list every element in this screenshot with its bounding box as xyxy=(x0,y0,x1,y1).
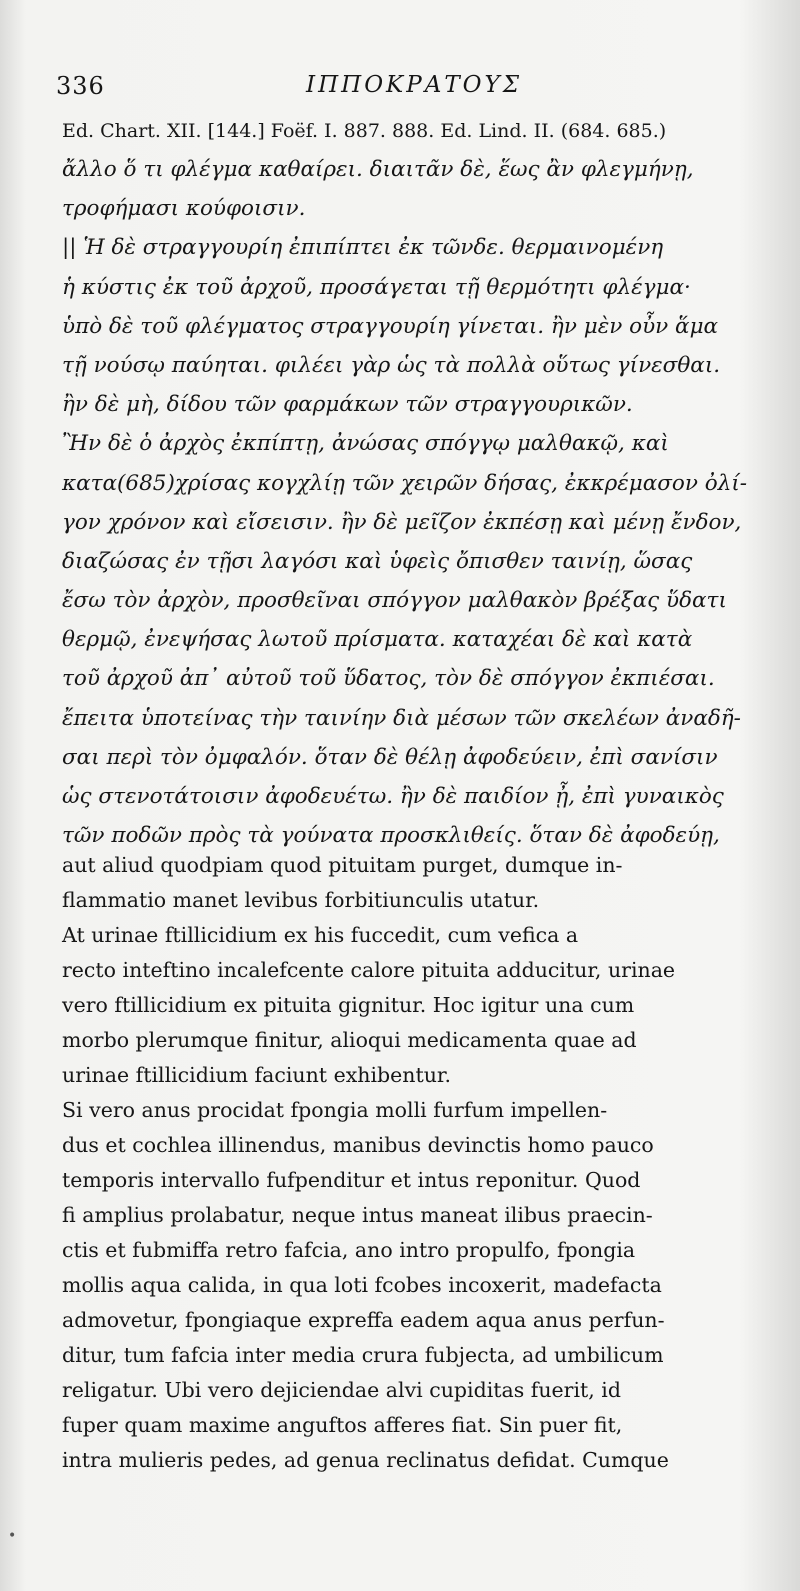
greek-line: κατα(685)χρίσας κογχλίῃ τῶν χειρῶν δήσας, ἐκκρέμασον ὀλί- xyxy=(62,470,748,496)
latin-line: ctis et fubmiffa retro fafcia, ano intro propulfo, fpongia xyxy=(62,1238,636,1262)
latin-line: religatur. Ubi vero dejiciendae alvi cupiditas fuerit, id xyxy=(62,1378,621,1402)
page-header xyxy=(56,72,746,106)
greek-line: γον χρόνον καὶ εἴσεισιν. ἢν δὲ μεῖζον ἐκπέσῃ καὶ μένῃ ἔνδον, xyxy=(62,509,742,535)
greek-line: || Ἡ δὲ στραγγουρίη ἐπιπίπτει ἐκ τῶνδε. θερμαινομένη xyxy=(62,235,664,261)
latin-line: intra mulieris pedes, ad genua reclinatus defidat. Cumque xyxy=(62,1448,669,1472)
greek-line: τῇ νούσῳ παύηται. φιλέει γὰρ ὡς τὰ πολλὰ οὕτως γίνεσθαι. xyxy=(62,352,721,378)
greek-line: ἔπειτα ὑποτείνας τὴν ταινίην διὰ μέσων τῶν σκελέων ἀναδῆ- xyxy=(62,705,741,731)
edition-reference: Ed. Chart. XII. [144.] Foëf. I. 887. 888. Ed. Lind. II. (684. 685.) xyxy=(62,120,667,142)
running-title: ΙΠΠΟΚΡΑΤΟΥΣ xyxy=(306,72,522,98)
latin-line: morbo plerumque finitur, alioqui medicamenta quae ad xyxy=(62,1028,637,1052)
latin-line: aut aliud quodpiam quod pituitam purget, dumque in- xyxy=(62,853,623,877)
greek-line: τροφήμασι κούφοισιν. xyxy=(62,196,306,222)
latin-line: mollis aqua calida, in qua loti fcobes incoxerit, madefacta xyxy=(62,1273,662,1297)
greek-line: θερμῷ, ἐνεψήσας λωτοῦ πρίσματα. καταχέαι δὲ καὶ κατὰ xyxy=(62,627,693,653)
greek-line: τοῦ ἀρχοῦ ἀπ᾽ αὐτοῦ τοῦ ὕδατος, τὸν δὲ σπόγγον ἐκπιέσαι. xyxy=(62,666,715,692)
latin-line: urinae ftillicidium faciunt exhibentur. xyxy=(62,1063,451,1087)
latin-line: vero ftillicidium ex pituita gignitur. Hoc igitur una cum xyxy=(62,993,635,1017)
latin-line: temporis intervallo fufpenditur et intus reponitur. Quod xyxy=(62,1168,641,1192)
latin-line: Si vero anus procidat fpongia molli furfum impellen- xyxy=(62,1098,608,1122)
latin-line: recto inteftino incalefcente calore pituita adducitur, urinae xyxy=(62,958,676,982)
greek-line: ἔσω τὸν ἀρχὸν, προσθεῖναι σπόγγον μαλθακὸν βρέξας ὕδατι xyxy=(62,588,727,614)
latin-line: admovetur, fpongiaque expreffa eadem aqua anus perfun- xyxy=(62,1308,665,1332)
greek-line: διαζώσας ἐν τῇσι λαγόσι καὶ ὑφεὶς ὄπισθεν ταινίῃ, ὥσας xyxy=(62,548,693,574)
page-number: 336 xyxy=(56,72,105,100)
greek-line: ὑπὸ δὲ τοῦ φλέγματος στραγγουρίη γίνεται. ἢν μὲν οὖν ἅμα xyxy=(62,313,719,339)
greek-line: ἄλλο ὅ τι φλέγμα καθαίρει. διαιτᾶν δὲ, ἕως ἂν φλεγμήνῃ, xyxy=(62,157,694,182)
greek-line: τῶν ποδῶν πρὸς τὰ γούνατα προσκλιθείς. ὅταν δὲ ἀφοδεύῃ, xyxy=(62,823,720,849)
latin-line: fuper quam maxime anguftos afferes fiat. Sin puer fit, xyxy=(62,1413,623,1437)
greek-line: σαι περὶ τὸν ὀμφαλόν. ὅταν δὲ θέλῃ ἀφοδεύειν, ἐπὶ σανίσιν xyxy=(62,744,718,770)
margin-dot-icon: • xyxy=(8,1528,17,1544)
greek-line: ἡ κύστις ἐκ τοῦ ἀρχοῦ, προσάγεται τῇ θερμότητι φλέγμα· xyxy=(62,274,691,300)
latin-text xyxy=(62,848,752,1478)
latin-line: At urinae ftillicidium ex his fuccedit, cum vefica a xyxy=(62,923,579,947)
greek-line: Ἢν δὲ ὁ ἀρχὸς ἐκπίπτῃ, ἀνώσας σπόγγῳ μαλθακῷ, καὶ xyxy=(62,431,669,457)
greek-line: ἢν δὲ μὴ, δίδου τῶν φαρμάκων τῶν στραγγουρικῶν. xyxy=(62,392,633,418)
greek-text xyxy=(62,150,762,855)
greek-line: ὡς στενοτάτοισιν ἀφοδευέτω. ἢν δὲ παιδίον ᾖ, ἐπὶ γυναικὸς xyxy=(62,784,724,809)
latin-line: fi amplius prolabatur, neque intus maneat ilibus praecin- xyxy=(62,1203,653,1227)
latin-line: flammatio manet levibus forbitiunculis utatur. xyxy=(62,888,540,912)
latin-line: dus et cochlea illinendus, manibus devinctis homo pauco xyxy=(62,1133,654,1157)
latin-line: ditur, tum fafcia inter media crura fubjecta, ad umbilicum xyxy=(62,1343,664,1367)
